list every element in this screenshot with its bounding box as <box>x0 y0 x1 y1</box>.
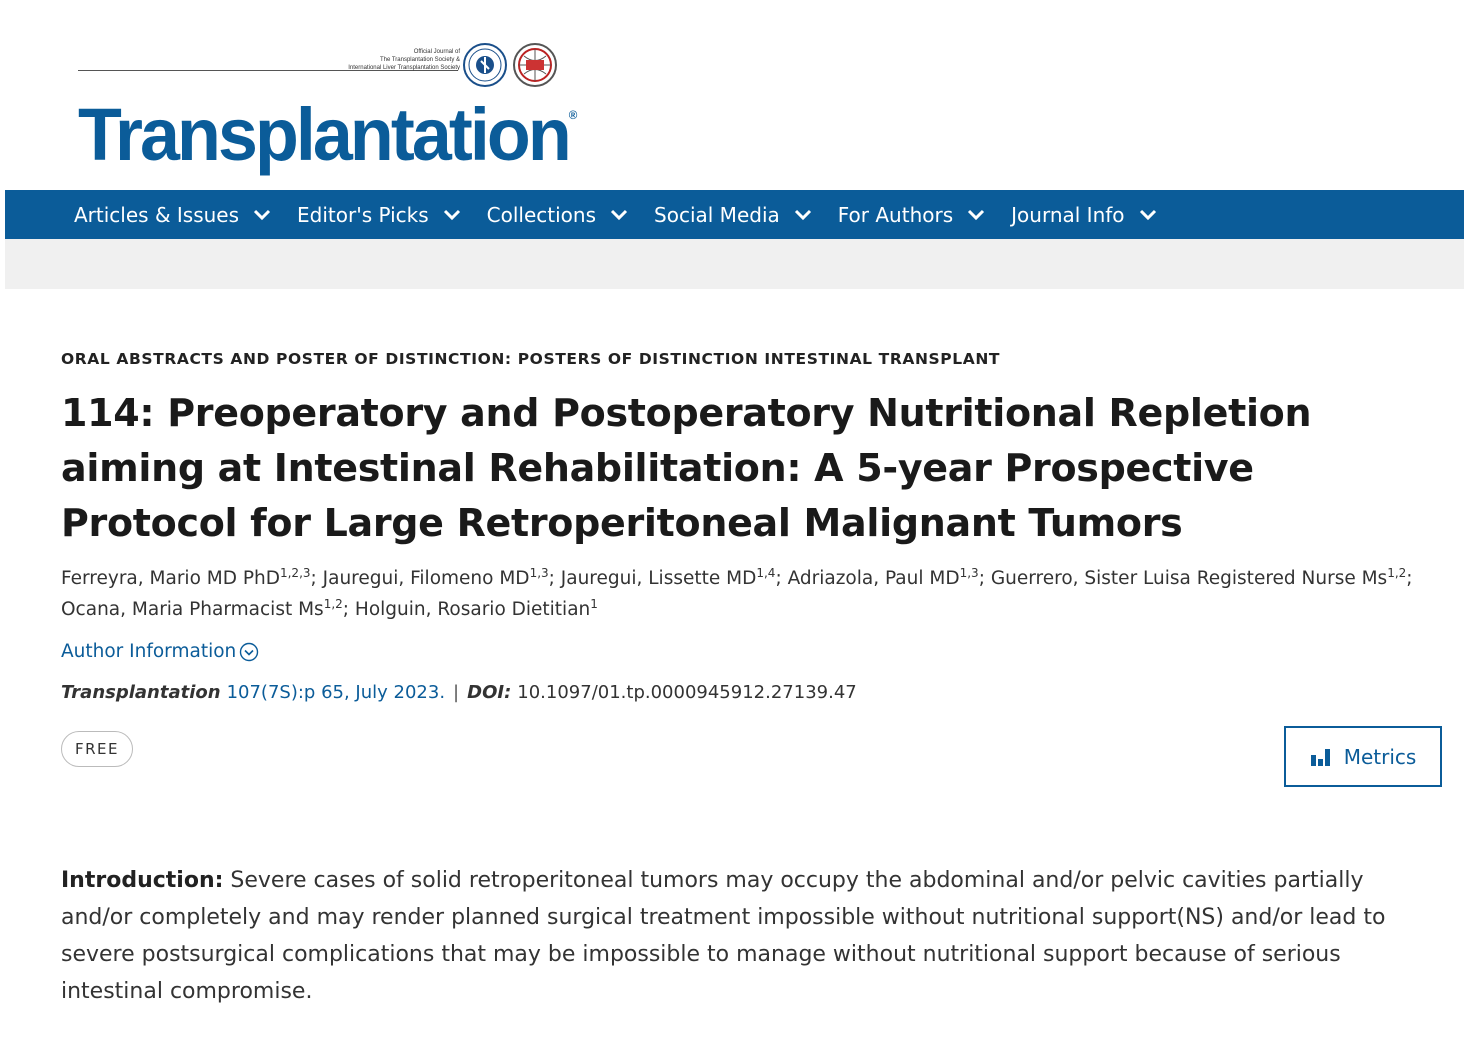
registered-mark: ® <box>568 108 578 122</box>
article-section-label: ORAL ABSTRACTS AND POSTER OF DISTINCTION: POSTERS OF DISTINCTION INTESTINAL TRANSPLANT <box>61 350 1001 368</box>
nav-label: Collections <box>486 202 597 227</box>
author-name: Guerrero, Sister Luisa Registered Nurse Ms <box>990 568 1388 589</box>
author-name: Ferreyra, Mario MD PhD <box>61 568 280 589</box>
chevron-down-icon <box>966 205 986 225</box>
metrics-button[interactable] <box>1284 726 1442 787</box>
introduction-text: Severe cases of solid retroperitoneal tumors may occupy the abdominal and/or pelvic cavities partially and/or completely and may render planned surgical treatment impossible without nutritional support(NS) and/or lead to severe postsurgical complications that may be impossible to manage without nutritional support because of serious intestinal compromise. <box>61 868 1386 1004</box>
author-affiliation: 1 <box>590 597 598 611</box>
journal-logo-wordmark <box>78 92 577 177</box>
article-title: 114: Preoperatory and Postoperatory Nutritional Repletion aiming at Intestinal Rehabilitation: A 5-year Prospective Protocol for Large Retroperitoneal Malignant Tumors <box>61 391 1312 545</box>
abstract-body <box>61 862 1431 1010</box>
free-access-badge: FREE <box>61 731 133 767</box>
author-affiliation: 1,2 <box>323 597 343 611</box>
author-affiliation: 1,4 <box>756 566 776 580</box>
nav-label: Articles & Issues <box>74 202 240 227</box>
chevron-down-icon <box>442 205 462 225</box>
nav-label: Editor's Picks <box>297 202 429 227</box>
ilts-seal-icon <box>512 42 558 88</box>
nav-collections[interactable] <box>487 203 629 227</box>
citation-separator: | <box>453 682 460 703</box>
logo-text: Transplantation <box>78 93 569 176</box>
author-affiliation: 1,3 <box>959 566 979 580</box>
main-nav <box>5 190 1464 239</box>
author-name: Jauregui, Filomeno MD <box>322 568 530 589</box>
nav-editors-picks[interactable] <box>297 203 462 227</box>
official-line-1: Official Journal of <box>413 49 460 55</box>
nav-journal-info[interactable] <box>1011 203 1157 227</box>
nav-social-media[interactable] <box>654 203 813 227</box>
site-header <box>0 0 1469 190</box>
chevron-down-icon <box>793 205 813 225</box>
article-citation <box>61 682 1441 703</box>
author-affiliation: 1,3 <box>529 566 549 580</box>
journal-logo[interactable] <box>78 40 578 185</box>
article-header <box>61 350 1441 767</box>
introduction-label: Introduction: <box>61 868 224 893</box>
nav-label: For Authors <box>837 202 954 227</box>
author-name: Holguin, Rosario Dietitian <box>354 599 591 620</box>
nav-label: Social Media <box>654 202 780 227</box>
doi-label: DOI: <box>467 682 512 703</box>
tts-seal-icon <box>462 42 508 88</box>
doi-value: 10.1097/01.tp.0000945912.27139.47 <box>517 682 857 703</box>
author-name: Ocana, Maria Pharmacist Ms <box>61 599 324 620</box>
author-affiliation: 1,2,3 <box>279 566 311 580</box>
metrics-label: Metrics <box>1343 744 1417 769</box>
author-information-toggle[interactable] <box>61 641 259 662</box>
citation-volume-link[interactable]: 107(7S):p 65, July 2023. <box>226 682 446 703</box>
official-line-2: The Transplantation Society & <box>379 57 460 63</box>
author-name: Jauregui, Lissette MD <box>560 568 757 589</box>
nav-articles-issues[interactable] <box>74 203 272 227</box>
bar-chart-icon <box>1310 747 1332 767</box>
author-information-label: Author Information <box>61 641 237 662</box>
chevron-down-icon <box>609 205 629 225</box>
sub-navigation-bar <box>5 239 1464 289</box>
author-list: Ferreyra, Mario MD PhD$^{1,2,3}$; Jauregui, Filomeno MD$^{1,3}$; Jauregui, Lissette MD$^{1,4}$; Adriazola, Paul MD$^{1,3}$; Guerrero, Sister Luisa Registered Nurse Ms$^{1,2}$; Ocana, Maria Pharmacist Ms$^{1,2}$; Holguin, Rosario Dietitian$^1$ <box>61 566 1413 620</box>
official-journal-text <box>288 48 460 72</box>
nav-for-authors[interactable] <box>838 203 986 227</box>
author-name: Adriazola, Paul MD <box>787 568 960 589</box>
citation-journal: Transplantation <box>61 682 221 703</box>
chevron-down-icon <box>1138 205 1158 225</box>
official-line-3: International Liver Transplantation Society <box>348 65 460 71</box>
nav-label: Journal Info <box>1011 202 1125 227</box>
chevron-down-icon <box>252 205 272 225</box>
chevron-circle-down-icon <box>239 642 259 662</box>
author-affiliation: 1,2 <box>1387 566 1407 580</box>
